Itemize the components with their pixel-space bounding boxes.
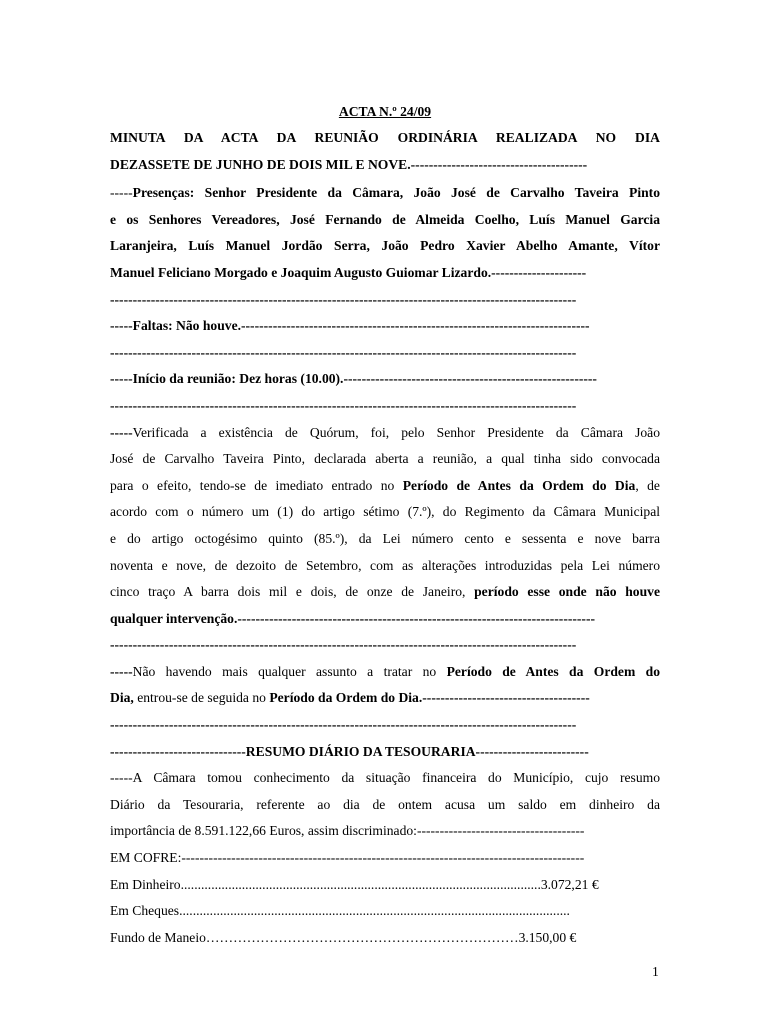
cofre-item-fundo-maneio bbox=[110, 925, 660, 952]
item-value: 3.072,21 € bbox=[540, 876, 599, 892]
dash-prefix: ----- bbox=[110, 185, 133, 201]
verificada-line-5: e do artigo octogésimo quinto (85.º), da Lei número cento e sessenta e nove barra bbox=[110, 530, 660, 546]
nao-havendo-line-1 bbox=[110, 659, 660, 686]
item-value: 3.150,00 € bbox=[518, 929, 577, 945]
nao-havendo-text: entrou-se de seguida no bbox=[133, 690, 270, 706]
camara-line-3: importância de 8.591.122,66 Euros, assim discriminado:------------------------------------- bbox=[110, 823, 585, 839]
dash-line: ------------------------------------------------------------------------------------------------------- bbox=[110, 291, 577, 307]
heading-line-1: MINUTA DA ACTA DA REUNIÃO ORDINÁRIA REALIZADA NO DIA bbox=[110, 130, 660, 145]
faltas-line: -----Faltas: Não houve.----------------------------------------------------------------------------- bbox=[110, 318, 590, 334]
presencas-line-3: Laranjeira, Luís Manuel Jordão Serra, João Pedro Xavier Abelho Amante, Vítor bbox=[110, 238, 660, 254]
cofre-item-dinheiro bbox=[110, 872, 660, 899]
dash-prefix: ----- bbox=[110, 424, 133, 440]
verificada-line-4: acordo com o número um (1) do artigo sétimo (7.º), do Regimento da Câmara Municipal bbox=[110, 504, 660, 520]
presencas-text: : Senhor Presidente da Câmara, João José de Carvalho Taveira Pinto bbox=[189, 185, 660, 201]
presencas-label: Presenças bbox=[132, 185, 190, 201]
nao-havendo-bold: Período de Antes da Ordem do bbox=[446, 663, 660, 679]
heading-line-2: DEZASSETE DE JUNHO DE DOIS MIL E NOVE.--------------------------------------- bbox=[110, 156, 588, 172]
document-title: ACTA N.º 24/09 bbox=[338, 104, 432, 119]
item-label: Em Dinheiro bbox=[110, 876, 181, 892]
item-leader: .......................................................................................................... bbox=[180, 876, 541, 892]
verificada-bold: período esse onde não houve bbox=[474, 584, 660, 600]
presencas-line-4: Manuel Feliciano Morgado e Joaquim Augusto Guiomar Lizardo.--------------------- bbox=[110, 264, 587, 280]
verificada-text: , de bbox=[635, 477, 660, 493]
dash-prefix: ----- bbox=[110, 663, 133, 679]
resumo-heading: ------------------------------RESUMO DIÁRIO DA TESOURARIA------------------------- bbox=[110, 743, 589, 759]
presencas-line-2: e os Senhores Vereadores, José Fernando de Almeida Coelho, Luís Manuel Garcia bbox=[110, 211, 660, 227]
nao-havendo-bold: Período da Ordem do Dia. bbox=[269, 690, 423, 706]
nao-havendo-line-2 bbox=[110, 685, 660, 712]
verificada-line-3 bbox=[110, 473, 660, 500]
dash-line: ------------------------------------------------------------------------------------------------------- bbox=[110, 344, 577, 360]
dash-line: ------------------------------------------------------------------------------------------------------- bbox=[110, 397, 577, 413]
camara-line-4: EM COFRE:----------------------------------------------------------------------------------------- bbox=[110, 850, 585, 866]
nao-havendo-dashes: ------------------------------------- bbox=[422, 690, 590, 706]
item-label: Em Cheques bbox=[110, 903, 180, 919]
verificada-bold: Período de Antes da Ordem do Dia bbox=[402, 477, 636, 493]
verificada-line-1 bbox=[110, 420, 660, 447]
verificada-text: Verificada a existência de Quórum, foi, pelo Senhor Presidente da Câmara João bbox=[132, 424, 660, 440]
verificada-text: cinco traço A barra dois mil e dois, de onze de Janeiro, bbox=[110, 584, 475, 600]
cofre-item-cheques bbox=[110, 898, 660, 925]
verificada-line-2: José de Carvalho Taveira Pinto, declarada aberta a reunião, a qual tinha sido convocada bbox=[110, 451, 660, 467]
nao-havendo-text: Não havendo mais qualquer assunto a tratar no bbox=[132, 663, 447, 679]
camara-line-2: Diário da Tesouraria, referente ao dia de ontem acusa um saldo em dinheiro da bbox=[110, 796, 660, 812]
verificada-line-7 bbox=[110, 579, 660, 606]
page-number: 1 bbox=[652, 964, 659, 979]
dash-line: ------------------------------------------------------------------------------------------------------- bbox=[110, 717, 577, 733]
verificada-line-6: noventa e nove, de dezoito de Setembro, com as alterações introduzidas pela Lei número bbox=[110, 557, 660, 573]
presencas-line-1 bbox=[110, 180, 660, 207]
item-label: Fundo de Maneio bbox=[110, 929, 206, 945]
document-page bbox=[110, 98, 660, 951]
dash-line: ------------------------------------------------------------------------------------------------------- bbox=[110, 637, 577, 653]
item-leader: ................................................................................................................... bbox=[179, 903, 570, 919]
item-leader: …………………………………………………………… bbox=[205, 929, 519, 945]
inicio-line: -----Início da reunião: Dez horas (10.00).-------------------------------------------------------- bbox=[110, 371, 597, 387]
camara-line-1: -----A Câmara tomou conhecimento da situação financeira do Município, cujo resumo bbox=[110, 770, 660, 786]
verificada-line-8: qualquer intervenção.------------------------------------------------------------------------------- bbox=[110, 610, 596, 626]
nao-havendo-bold: Dia, bbox=[110, 690, 134, 706]
verificada-text: para o efeito, tendo-se de imediato entrado no bbox=[110, 477, 403, 493]
